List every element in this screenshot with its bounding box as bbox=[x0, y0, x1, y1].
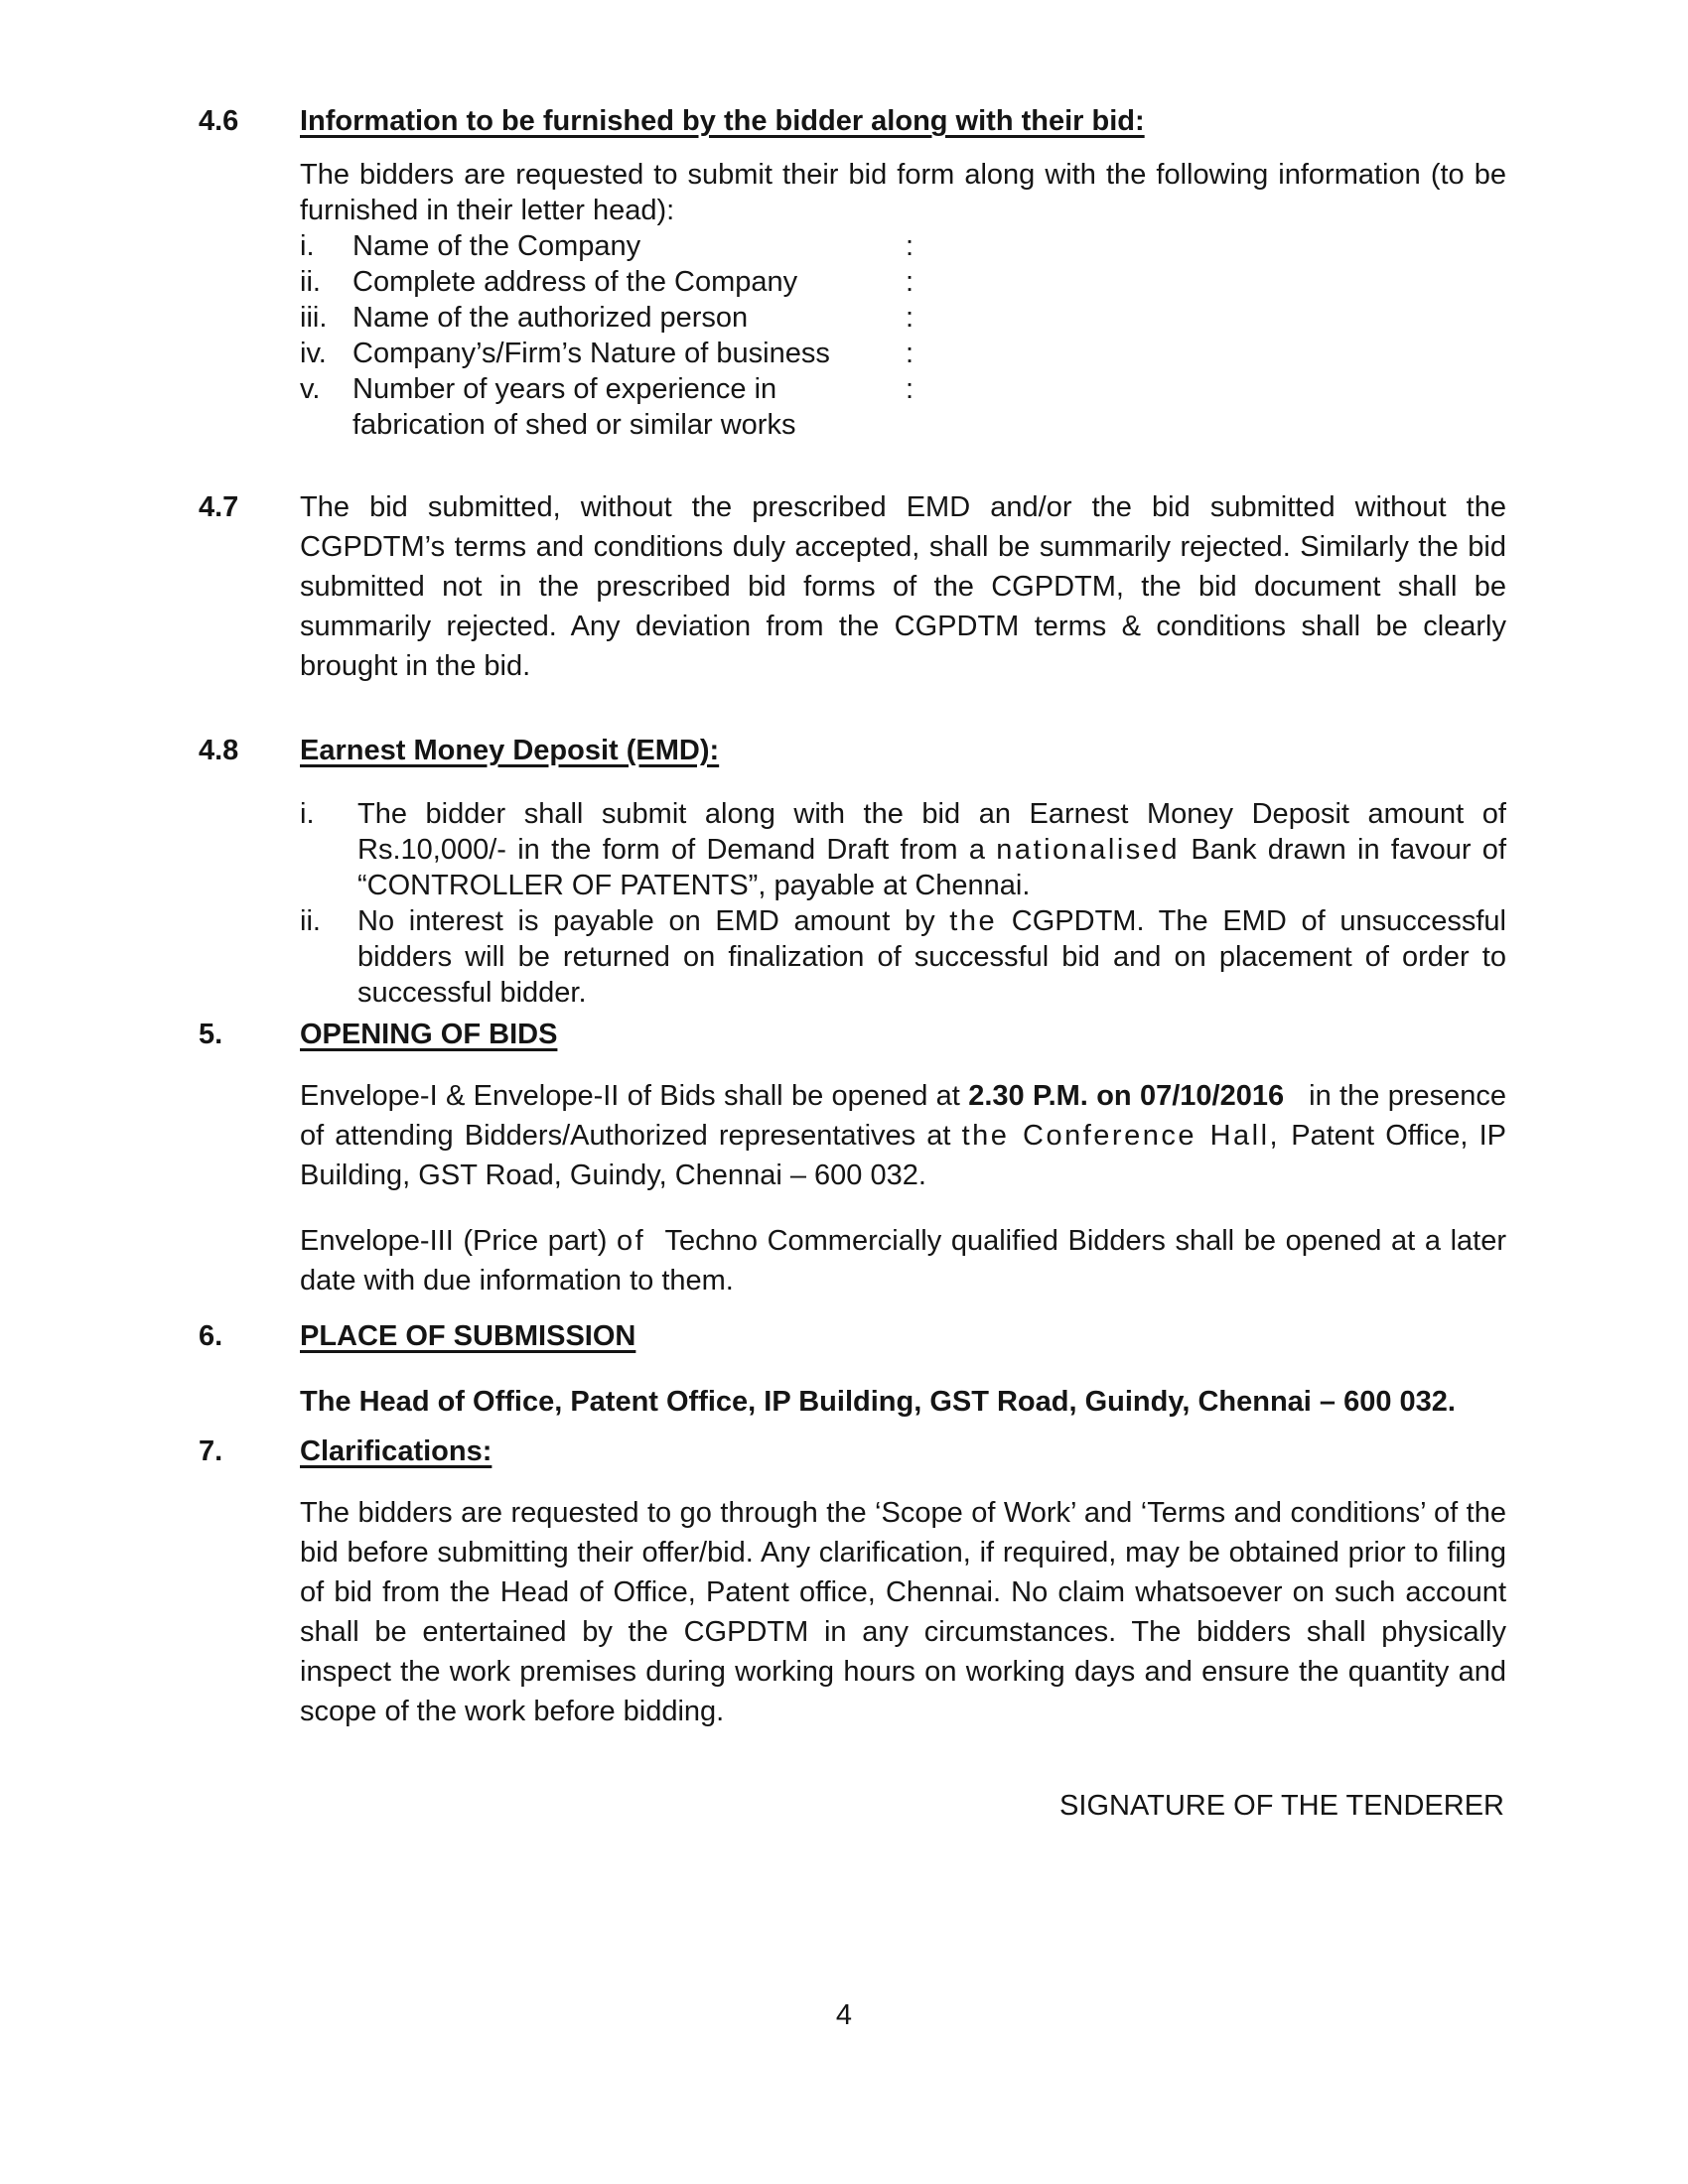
bidder-info-list bbox=[300, 228, 1506, 443]
section-4-8 bbox=[199, 731, 1688, 1011]
section-5-paragraph-1: Envelope-I & Envelope-II of Bids shall be opened at 2.30 P.M. on 07/10/2016 in the presence of attending Bidders/Authorized representatives at the Conference Hall, Patent Office, IP Building, GST Road, Guindy, Chennai – 600 032. bbox=[300, 1080, 1507, 1191]
section-4-8-heading: Earnest Money Deposit (EMD): bbox=[300, 735, 720, 766]
list-item-colon: : bbox=[906, 302, 914, 334]
section-4-7-paragraph: The bid submitted, without the prescribed EMD and/or the bid submitted without the CGPDTM’s terms and conditions duly accepted, shall be summarily rejected. Similarly the bid submitted not in the prescribed bid forms of the CGPDTM, the bid document shall be summarily rejected. Any deviation from the CGPDTM terms & conditions shall be clearly brought in the bid. bbox=[300, 491, 1506, 682]
section-7-heading: Clarifications: bbox=[300, 1435, 492, 1467]
page-number: 4 bbox=[835, 1999, 853, 2031]
list-item-colon: : bbox=[906, 266, 914, 298]
section-4-8-body bbox=[300, 731, 1506, 1011]
emd-list bbox=[300, 796, 1506, 1011]
section-6-number: 6. bbox=[199, 1320, 223, 1352]
list-item bbox=[300, 336, 1506, 371]
section-4-6 bbox=[199, 0, 1688, 443]
section-5-body bbox=[300, 1015, 1506, 1300]
list-item bbox=[300, 300, 1506, 336]
submission-address: The Head of Office, Patent Office, IP Building, GST Road, Guindy, Chennai – 600 032. bbox=[300, 1386, 1456, 1418]
section-7-number: 7. bbox=[199, 1435, 223, 1467]
signature-line: SIGNATURE OF THE TENDERER bbox=[1059, 1790, 1504, 1822]
list-item-text: No interest is payable on EMD amount by the CGPDTM. The EMD of unsuccessful bidders will be returned on finalization of successful bid and on placement of order to successful bidder. bbox=[357, 905, 1506, 1009]
list-item bbox=[300, 903, 1506, 1011]
list-item-numeral-empty bbox=[300, 407, 352, 443]
list-item-colon: : bbox=[906, 230, 914, 262]
list-item-numeral: v. bbox=[300, 373, 321, 405]
section-7 bbox=[199, 1432, 1688, 1731]
section-4-7 bbox=[199, 487, 1688, 686]
list-item-text: fabrication of shed or similar works bbox=[352, 409, 796, 441]
section-5-heading: OPENING OF BIDS bbox=[300, 1019, 558, 1050]
section-7-paragraph: The bidders are requested to go through the ‘Scope of Work’ and ‘Terms and conditions’ of the bid before submitting their offer/bid. Any clarification, if required, may be obtained prior to filing of bid from the Head of Office, Patent office, Chennai. No claim whatsoever on such account shall be entertained by the CGPDTM in any circumstances. The bidders shall physically inspect the work premises during working hours on working days and ensure the quantity and scope of the work before bidding. bbox=[300, 1497, 1506, 1727]
list-item-colon: : bbox=[906, 338, 914, 369]
section-5 bbox=[199, 1015, 1688, 1300]
section-5-paragraph-2: Envelope-III (Price part) of Techno Commercially qualified Bidders shall be opened at a later date with due information to them. bbox=[300, 1225, 1506, 1297]
list-item-colon: : bbox=[906, 373, 914, 405]
section-4-6-body bbox=[300, 101, 1506, 443]
list-item-numeral: i. bbox=[300, 798, 315, 830]
list-item bbox=[300, 264, 1506, 300]
list-item-text: Name of the Company bbox=[352, 230, 641, 262]
list-item-numeral: ii. bbox=[300, 266, 321, 298]
section-6 bbox=[199, 1316, 1688, 1422]
list-item-numeral: i. bbox=[300, 230, 315, 262]
section-4-6-heading: Information to be furnished by the bidder along with their bid: bbox=[300, 105, 1145, 137]
section-4-8-number: 4.8 bbox=[199, 735, 239, 766]
list-item bbox=[300, 371, 1506, 407]
list-item-text: Number of years of experience in bbox=[352, 373, 777, 405]
section-6-heading: PLACE OF SUBMISSION bbox=[300, 1320, 636, 1352]
list-item bbox=[300, 796, 1506, 903]
section-4-7-number: 4.7 bbox=[199, 491, 239, 523]
list-item-numeral: ii. bbox=[300, 905, 321, 937]
list-item-continuation bbox=[300, 407, 1506, 443]
section-4-7-body bbox=[300, 487, 1506, 686]
list-item-numeral: iii. bbox=[300, 302, 328, 334]
section-6-body bbox=[300, 1316, 1506, 1422]
section-4-6-number: 4.6 bbox=[199, 105, 239, 137]
list-item-text: Name of the authorized person bbox=[352, 302, 749, 334]
list-item bbox=[300, 228, 1506, 264]
section-4-6-intro: The bidders are requested to submit their bid form along with the following information (to be furnished in their letter head): bbox=[300, 159, 1506, 226]
list-item-text: Complete address of the Company bbox=[352, 266, 798, 298]
section-5-number: 5. bbox=[199, 1019, 223, 1050]
list-item-text: The bidder shall submit along with the bid an Earnest Money Deposit amount of Rs.10,000/- in the form of Demand Draft from a nationalised Bank drawn in favour of “CONTROLLER OF PATENTS”, payable at Chennai. bbox=[357, 798, 1506, 901]
list-item-text: Company’s/Firm’s Nature of business bbox=[352, 338, 830, 369]
list-item-numeral: iv. bbox=[300, 338, 327, 369]
section-7-body bbox=[300, 1432, 1506, 1731]
